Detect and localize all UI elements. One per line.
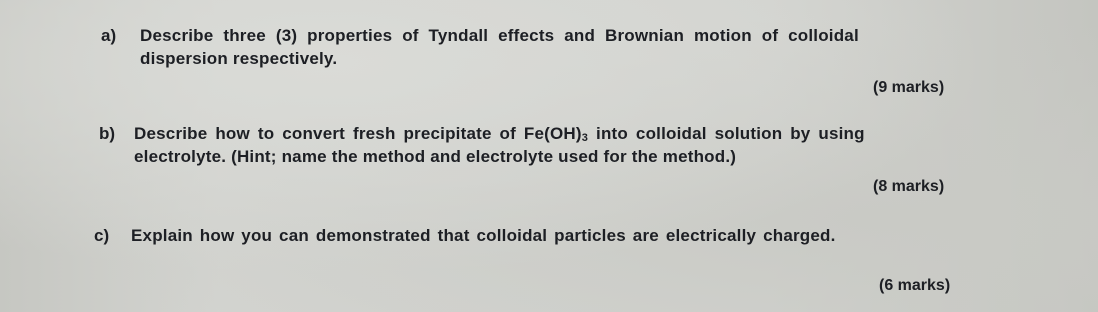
question-a-text-line2: dispersion respectively. — [140, 49, 338, 68]
question-a-letter: a) — [101, 26, 117, 45]
question-b-text-line1-pre: Describe how to convert fresh precipitate of Fe(OH) — [134, 124, 582, 143]
question-b-text-line1-post: into colloidal solution by using — [588, 124, 865, 143]
question-a-marks: (9 marks) — [873, 79, 945, 96]
question-c-text-line1: Explain how you can demonstrated that colloidal particles are electrically charged. — [131, 226, 836, 245]
question-c-marks: (6 marks) — [879, 277, 951, 294]
question-b-text-line2: electrolyte. (Hint; name the method and electrolyte used for the method.) — [134, 147, 737, 166]
question-b-marks: (8 marks) — [873, 178, 945, 195]
question-a-text-line1: Describe three (3) properties of Tyndall effects and Brownian motion of colloidal — [140, 26, 859, 45]
question-c-letter: c) — [94, 226, 110, 245]
formula-subscript: 3 — [581, 132, 589, 144]
question-b-letter: b) — [99, 124, 116, 143]
